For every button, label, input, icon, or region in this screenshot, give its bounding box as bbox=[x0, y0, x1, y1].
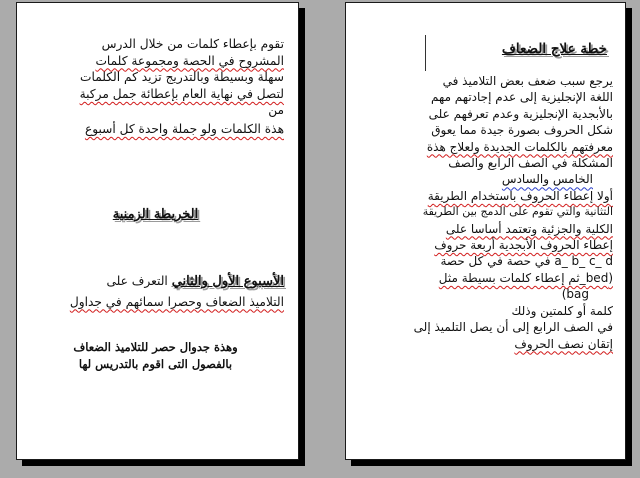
table-note-line: وهذة جدوال حصر للتلاميذ الضعاف bbox=[73, 340, 238, 354]
intro-line: تقوم بإعطاء كلمات من خلال الدرس bbox=[101, 37, 284, 51]
plan-line: (bed_ثم إعطاء كلمات بسيطة مثل bbox=[438, 270, 613, 285]
intro-line: هذة الكلمات ولو جملة واحدة كل أسبوع bbox=[84, 121, 284, 136]
plan-line: إتقان نصف الحروف bbox=[514, 336, 613, 351]
week-text: التعرف على bbox=[106, 274, 168, 288]
plan-line: اللغة الإنجليزية إلى عدم إجادتهم مهم bbox=[431, 90, 613, 105]
week-heading: الأسبوع الأول والثاني bbox=[171, 274, 284, 289]
intro-paragraph bbox=[27, 36, 284, 138]
page-title: خطة علاج الضعاف bbox=[501, 41, 607, 57]
plan-line: إعطاء الحروف الأبجدية أربعة حروف bbox=[434, 238, 613, 253]
plan-paragraph bbox=[358, 73, 613, 352]
plan-line: شكل الحروف بصورة جيدة مما يعوق bbox=[431, 123, 613, 138]
week-text-line: التلاميذ الضعاف وحصرا سمائهم في جداول bbox=[69, 294, 284, 309]
table-note-line: بالفصول التى اقوم بالتدريس لها bbox=[78, 357, 233, 371]
plan-line: أولا إعطاء الحروف باستخدام الطريقة bbox=[427, 188, 613, 203]
plan-line: a_ b_ c_ d في حصة في كل حصة bbox=[440, 254, 613, 269]
document-page-left bbox=[16, 2, 299, 460]
plan-line: الخامس والسادس bbox=[501, 172, 593, 187]
table-note bbox=[27, 339, 284, 373]
intro-line: لتصل في نهاية العام بإعطائة جمل مركبة bbox=[79, 86, 284, 101]
plan-line: يرجع سبب ضعف بعض التلاميذ في bbox=[442, 74, 613, 88]
intro-line: سهلة وبسيطة وبالتدريج تزيد كم الكلمات bbox=[80, 70, 284, 85]
viewport-edge bbox=[632, 0, 640, 478]
plan-line: كلمة أو كلمتين وذلك bbox=[511, 303, 613, 318]
plan-line: المشكلة في الصف الرابع والصف bbox=[448, 156, 613, 171]
intro-line: من bbox=[268, 103, 284, 118]
plan-line: التثانية والتي تقوم على الدمج بين الطريقة bbox=[422, 205, 613, 219]
intro-line: المشروح في الحصة ومجموعة كلمات bbox=[95, 53, 284, 68]
plan-line: الكلية والجزئية وتعتمد أساسا على bbox=[445, 221, 613, 236]
plan-line: bag) bbox=[561, 287, 589, 302]
plan-line: بالأبجدية الإنجليزية وعدم تعرفهم على bbox=[428, 106, 613, 121]
timeline-heading: الخريطة الزمنية bbox=[112, 207, 199, 222]
week-section bbox=[27, 273, 284, 310]
plan-line: في الصف الرابع إلى أن يصل التلميذ إلى bbox=[413, 320, 613, 335]
plan-line: معرفتهم بالكلمات الجديدة ولعلاج هذة bbox=[426, 139, 613, 154]
document-page-right bbox=[345, 2, 626, 460]
